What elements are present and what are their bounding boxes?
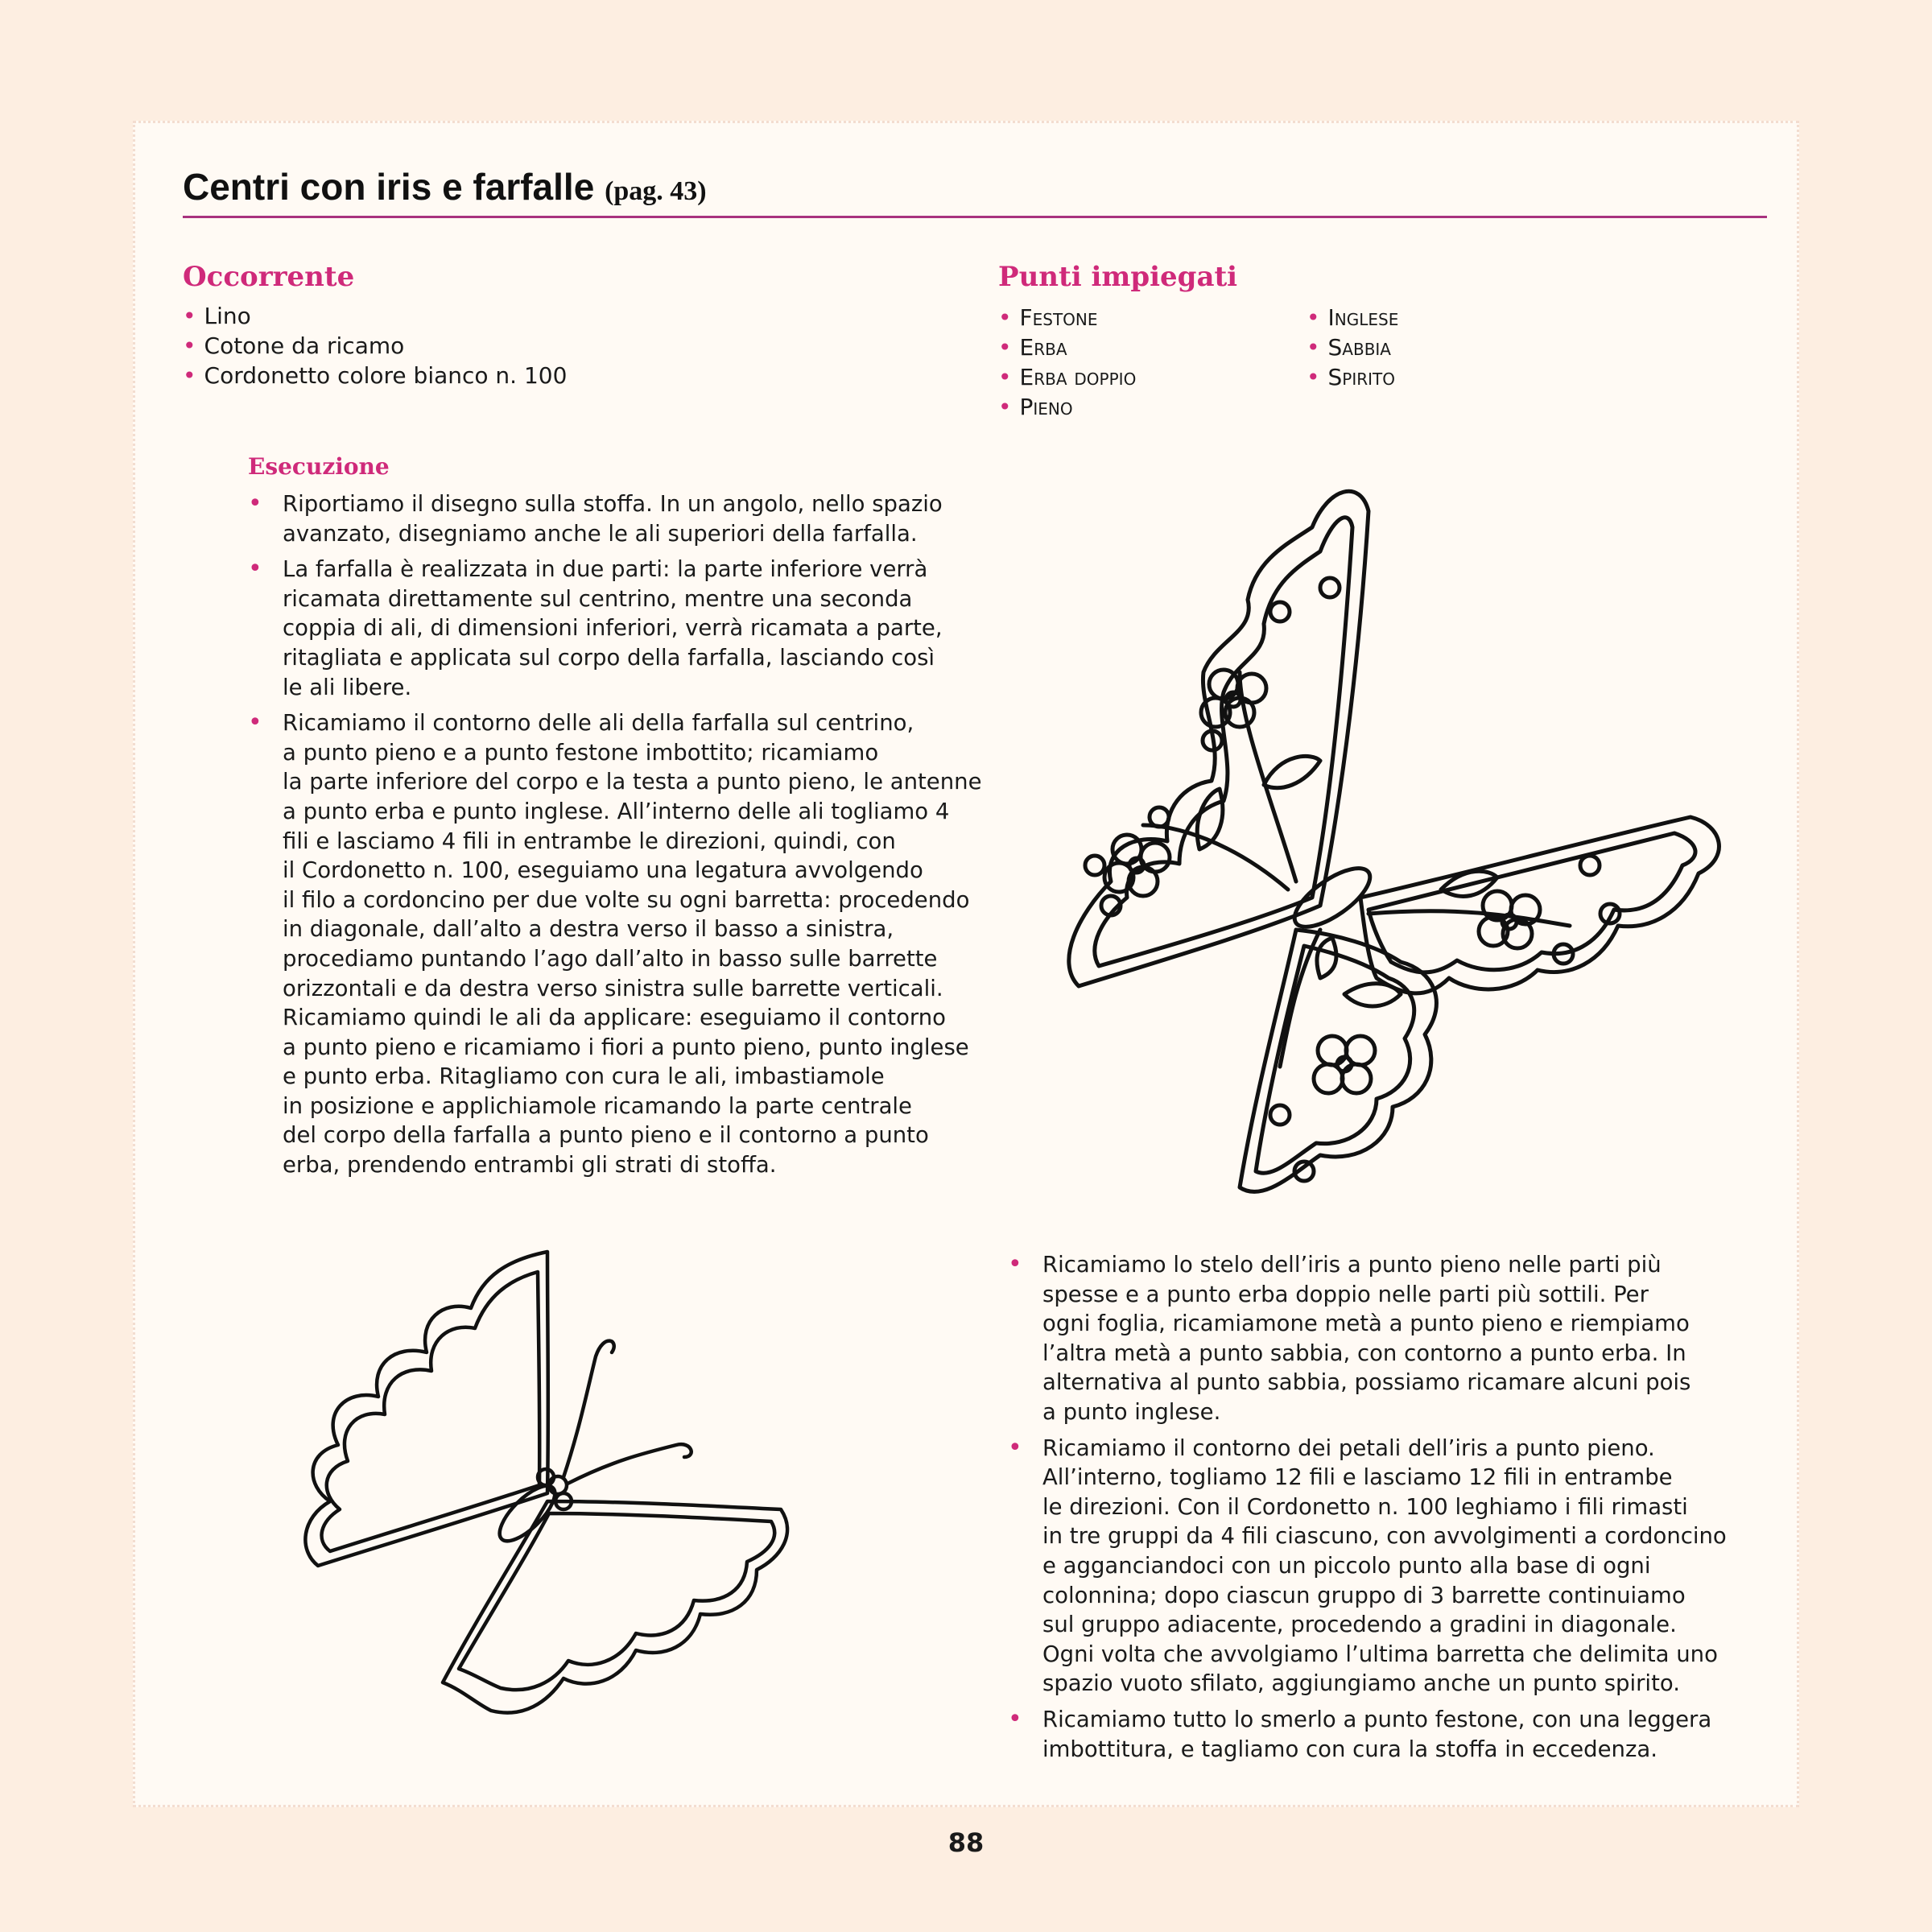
bullet-icon: • <box>1307 304 1320 331</box>
list-item-text: Lino <box>204 303 251 329</box>
instruction-line: erba, prendendo entrambi gli strati di stoffa. <box>283 1152 777 1179</box>
bullet-icon: • <box>183 303 196 329</box>
materials-list <box>183 301 567 390</box>
list-item-text: Cordonetto colore bianco n. 100 <box>204 362 568 389</box>
stitches-heading: Punti impiegati <box>998 261 1238 293</box>
instruction-line: colonnina; dopo ciascun gruppo di 3 barrette continuiamo <box>1042 1582 1686 1608</box>
upper-wing-left-inner <box>322 1272 540 1551</box>
instruction-line: spesse e a punto erba doppio nelle parti più sottili. Per <box>1042 1281 1649 1307</box>
stitches-list-col2 <box>1307 303 1398 392</box>
instruction-line: a punto erba e punto inglese. All’interno delle ali togliamo 4 <box>283 798 950 824</box>
instruction-line: ritagliata e applicata sul corpo della farfalla, lasciando così <box>283 644 935 671</box>
instruction-step <box>248 489 972 548</box>
page-number: 88 <box>947 1827 985 1858</box>
instruction-line: il filo a cordoncino per due volte su ogni barretta: procedendo <box>283 886 970 913</box>
instruction-line: in tre gruppi da 4 fili ciascuno, con avvolgimenti a cordoncino <box>1042 1523 1727 1550</box>
leaf <box>1264 756 1320 787</box>
page-reference: (pag. 43) <box>605 176 707 206</box>
instruction-line: Ogni volta che avvolgiamo l’ultima barretta che delimita uno <box>1042 1641 1718 1667</box>
stitches-list-col1 <box>998 303 1136 422</box>
upper-wings-illustration <box>290 1244 805 1759</box>
list-item <box>183 361 567 390</box>
list-item <box>1307 362 1398 392</box>
instruction-line: avanzato, disegniamo anche le ali superiori della farfalla. <box>283 520 918 547</box>
list-item-text: Cotone da ricamo <box>204 332 405 359</box>
instruction-line: a punto pieno e ricamiamo i fiori a punto pieno, punto inglese <box>283 1034 969 1060</box>
list-item <box>1307 303 1398 332</box>
bullet-icon: • <box>1307 334 1320 361</box>
list-item <box>998 332 1136 362</box>
list-item <box>998 303 1136 332</box>
instruction-line: Ricamiamo lo stelo dell’iris a punto pieno nelle parti più <box>1042 1252 1662 1278</box>
instruction-line: in posizione e applichiamole ricamando la parte centrale <box>283 1092 912 1119</box>
bullet-icon: • <box>1008 1250 1022 1278</box>
title-text: Centri con iris e farfalle <box>183 166 595 208</box>
instruction-line: l’altra metà a punto sabbia, con contorno a punto erba. In <box>1042 1340 1686 1366</box>
instruction-line: il Cordonetto n. 100, eseguiamo una legatura avvolgendo <box>283 857 923 884</box>
list-item <box>183 331 567 361</box>
instruction-line: coppia di ali, di dimensioni inferiori, verrà ricamata a parte, <box>283 615 943 642</box>
bullet-icon: • <box>248 708 262 737</box>
instruction-line: alternativa al punto sabbia, possiamo ricamare alcuni pois <box>1042 1369 1691 1396</box>
instruction-line: sul gruppo adiacente, procedendo a gradini in diagonale. <box>1042 1612 1677 1638</box>
instruction-line: spazio vuoto sfilato, aggiungiamo anche un punto spirito. <box>1042 1670 1680 1697</box>
antenna-left <box>564 1341 614 1477</box>
upper-wing-left-outline <box>305 1252 548 1566</box>
instruction-line: la parte inferiore del corpo e la testa a punto pieno, le antenne <box>283 769 982 795</box>
instruction-line: le ali libere. <box>283 674 412 700</box>
instruction-line: procediamo puntando l’ago dall’alto in basso sulle barrette <box>283 945 938 972</box>
leaf <box>1317 938 1336 978</box>
bullet-icon: • <box>183 362 196 389</box>
instruction-line: in diagonale, dall’alto a destra verso il basso a sinistra, <box>283 916 894 943</box>
list-item-text: Erba <box>1019 334 1067 361</box>
bullet-icon: • <box>998 334 1012 361</box>
bullet-icon: • <box>183 332 196 359</box>
instruction-line: a punto inglese. <box>1042 1398 1221 1425</box>
instruction-line: del corpo della farfalla a punto pieno e il contorno a punto <box>283 1122 929 1149</box>
list-item <box>998 392 1136 422</box>
list-item-text: Pieno <box>1019 394 1073 420</box>
instruction-line: ricamata direttamente sul centrino, mentre una seconda <box>283 585 913 612</box>
embroidered-butterfly-illustration <box>1022 479 1739 1203</box>
instruction-line: La farfalla è realizzata in due parti: la parte inferiore verrà <box>283 556 928 583</box>
list-item <box>183 301 567 331</box>
instruction-step <box>1008 1705 1732 1764</box>
bullet-icon: • <box>998 364 1012 390</box>
instruction-step <box>248 708 982 1180</box>
instruction-line: Riportiamo il disegno sulla stoffa. In un angolo, nello spazio <box>283 491 943 517</box>
list-item-text: Spirito <box>1327 364 1396 390</box>
instruction-line: e punto erba. Ritagliamo con cura le ali, imbastiamole <box>283 1063 885 1090</box>
instruction-line: a punto pieno e a punto festone imbottito; ricamiamo <box>283 739 879 766</box>
leaf <box>1197 789 1223 849</box>
instruction-line: Ricamiamo il contorno delle ali della farfalla sul centrino, <box>283 710 914 737</box>
instruction-line: orizzontali e da destra verso sinistra sulle barrette verticali. <box>283 975 943 1001</box>
instruction-step <box>1008 1434 1732 1699</box>
flower-cluster-bottom <box>1314 1036 1375 1093</box>
instruction-line: le direzioni. Con il Cordonetto n. 100 leghiamo i fili rimasti <box>1042 1493 1688 1520</box>
bullet-icon: • <box>248 555 262 584</box>
title-divider <box>183 216 1767 218</box>
page-title <box>183 165 707 208</box>
bullet-icon: • <box>998 304 1012 331</box>
instruction-line: fili e lasciamo 4 fili in entrambe le direzioni, quindi, con <box>283 828 896 854</box>
bullet-icon: • <box>1008 1433 1022 1462</box>
list-item-text: Erba doppio <box>1019 364 1137 390</box>
instruction-line: Ricamiamo quindi le ali da applicare: eseguiamo il contorno <box>283 1005 946 1031</box>
instruction-step <box>248 555 972 702</box>
list-item-text: Festone <box>1019 304 1098 331</box>
bullet-icon: • <box>1307 364 1320 390</box>
instruction-step <box>1008 1250 1732 1427</box>
bullet-icon: • <box>1008 1704 1022 1733</box>
instruction-line: ogni foglia, ricamiamone metà a punto pieno e riempiamo <box>1042 1311 1690 1337</box>
instruction-line: imbottitura, e tagliamo con cura la stoffa in eccedenza. <box>1042 1736 1657 1762</box>
list-item <box>1307 332 1398 362</box>
execution-heading: Esecuzione <box>248 453 390 480</box>
list-item-text: Inglese <box>1327 304 1399 331</box>
materials-heading: Occorrente <box>183 261 355 293</box>
bullet-icon: • <box>248 489 262 518</box>
instruction-line: Ricamiamo il contorno dei petali dell’iris a punto pieno. <box>1042 1435 1655 1461</box>
leaf <box>1344 984 1401 1006</box>
execution-steps-left <box>248 489 982 1187</box>
instruction-line: All’interno, togliamo 12 fili e lasciamo 12 fili in entrambe <box>1042 1464 1673 1491</box>
execution-steps-right <box>1008 1250 1732 1770</box>
flower-cluster-left <box>1104 835 1170 896</box>
instruction-line: Ricamiamo tutto lo smerlo a punto festone, con una leggera <box>1042 1706 1712 1732</box>
antenna-right <box>568 1444 691 1484</box>
bullet-icon: • <box>998 394 1012 420</box>
instruction-line: e agganciandoci con un piccolo punto alla base di ogni <box>1042 1552 1651 1579</box>
list-item <box>998 362 1136 392</box>
list-item-text: Sabbia <box>1327 334 1391 361</box>
